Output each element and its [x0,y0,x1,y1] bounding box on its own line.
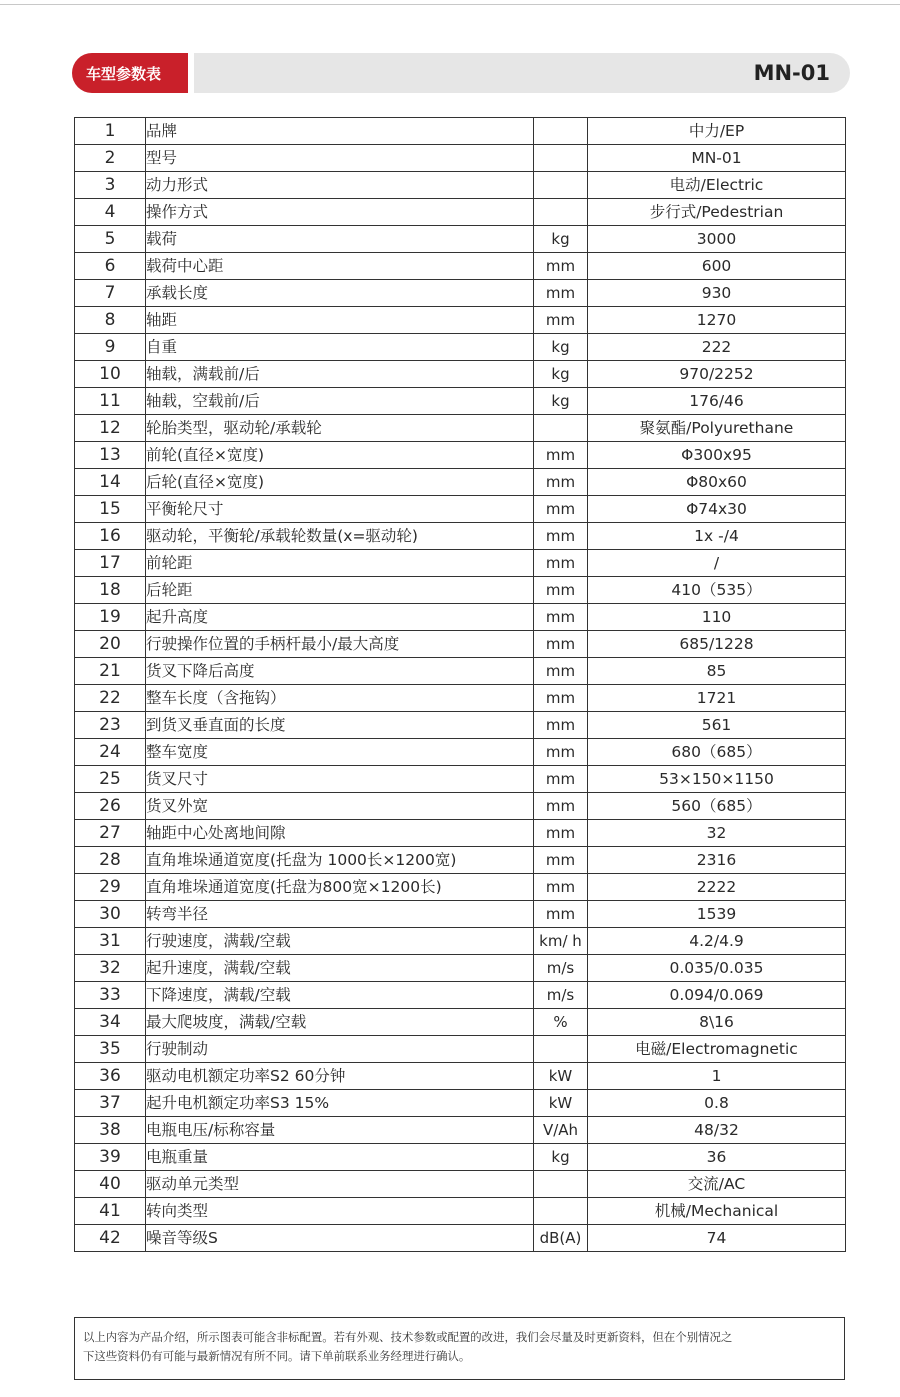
param-unit: mm [534,253,588,280]
param-name: 转弯半径 [146,901,534,928]
row-number: 17 [75,550,146,577]
param-value: 1270 [588,307,846,334]
param-name: 电瓶重量 [146,1144,534,1171]
param-value: 电动/Electric [588,172,846,199]
top-divider [0,4,900,5]
row-number: 40 [75,1171,146,1198]
table-row [75,415,846,442]
table-row [75,793,846,820]
param-name: 载荷 [146,226,534,253]
param-unit: mm [534,280,588,307]
param-unit: mm [534,604,588,631]
model-name: MN-01 [753,61,830,85]
param-unit: V/Ah [534,1117,588,1144]
table-row [75,172,846,199]
param-value: 0.035/0.035 [588,955,846,982]
param-value: 聚氨酯/Polyurethane [588,415,846,442]
row-number: 16 [75,523,146,550]
param-unit: mm [534,550,588,577]
param-name: 承载长度 [146,280,534,307]
table-row [75,1171,846,1198]
row-number: 31 [75,928,146,955]
param-unit: mm [534,496,588,523]
table-row [75,307,846,334]
param-name: 轴距中心处离地间隙 [146,820,534,847]
param-name: 货叉尺寸 [146,766,534,793]
row-number: 5 [75,226,146,253]
param-value: Φ80x60 [588,469,846,496]
param-unit: kg [534,361,588,388]
param-unit: mm [534,901,588,928]
param-value: 48/32 [588,1117,846,1144]
table-row [75,469,846,496]
row-number: 8 [75,307,146,334]
param-unit: mm [534,847,588,874]
param-value: 0.8 [588,1090,846,1117]
row-number: 35 [75,1036,146,1063]
param-name: 载荷中心距 [146,253,534,280]
spec-table [74,117,846,1252]
param-unit: kg [534,1144,588,1171]
table-row [75,442,846,469]
table-row [75,1090,846,1117]
table-row [75,847,846,874]
row-number: 38 [75,1117,146,1144]
param-value: 3000 [588,226,846,253]
param-unit: mm [534,658,588,685]
table-row [75,145,846,172]
table-row [75,631,846,658]
param-value: 交流/AC [588,1171,846,1198]
param-value: 561 [588,712,846,739]
param-unit: mm [534,523,588,550]
param-name: 直角堆垛通道宽度(托盘为800宽×1200长) [146,874,534,901]
table-row [75,712,846,739]
param-name: 动力形式 [146,172,534,199]
param-value: 110 [588,604,846,631]
table-row [75,280,846,307]
row-number: 29 [75,874,146,901]
param-value: 步行式/Pedestrian [588,199,846,226]
param-name: 转向类型 [146,1198,534,1225]
row-number: 2 [75,145,146,172]
param-name: 后轮距 [146,577,534,604]
row-number: 4 [75,199,146,226]
param-name: 直角堆垛通道宽度(托盘为 1000长×1200宽) [146,847,534,874]
param-unit: kg [534,388,588,415]
table-row [75,1036,846,1063]
table-row [75,901,846,928]
table-row [75,496,846,523]
param-name: 驱动电机额定功率S2 60分钟 [146,1063,534,1090]
param-unit: % [534,1009,588,1036]
param-unit: mm [534,631,588,658]
param-name: 起升速度，满载/空载 [146,955,534,982]
param-value: 600 [588,253,846,280]
param-name: 前轮(直径×宽度) [146,442,534,469]
table-row [75,604,846,631]
table-row [75,685,846,712]
param-value: 电磁/Electromagnetic [588,1036,846,1063]
param-unit: mm [534,739,588,766]
param-name: 噪音等级S [146,1225,534,1252]
row-number: 33 [75,982,146,1009]
table-row [75,928,846,955]
spec-header-tab [72,53,194,93]
table-row [75,1225,846,1252]
param-name: 前轮距 [146,550,534,577]
table-row [75,334,846,361]
param-unit: mm [534,685,588,712]
disclaimer-box [74,1317,845,1380]
row-number: 3 [75,172,146,199]
row-number: 1 [75,118,146,145]
param-value: 1 [588,1063,846,1090]
param-unit [534,1036,588,1063]
row-number: 10 [75,361,146,388]
row-number: 20 [75,631,146,658]
row-number: 11 [75,388,146,415]
table-row [75,550,846,577]
param-unit: mm [534,793,588,820]
param-name: 起升高度 [146,604,534,631]
row-number: 27 [75,820,146,847]
table-row [75,739,846,766]
param-unit: dB(A) [534,1225,588,1252]
param-value: 8\16 [588,1009,846,1036]
param-name: 后轮(直径×宽度) [146,469,534,496]
param-value: 685/1228 [588,631,846,658]
row-number: 30 [75,901,146,928]
param-unit: mm [534,442,588,469]
param-unit: mm [534,712,588,739]
param-value: 32 [588,820,846,847]
param-unit: mm [534,874,588,901]
row-number: 23 [75,712,146,739]
table-row [75,1117,846,1144]
row-number: 6 [75,253,146,280]
param-name: 货叉外宽 [146,793,534,820]
row-number: 19 [75,604,146,631]
param-name: 驱动轮，平衡轮/承载轮数量(x=驱动轮) [146,523,534,550]
row-number: 24 [75,739,146,766]
param-unit: kg [534,334,588,361]
row-number: 39 [75,1144,146,1171]
table-row [75,226,846,253]
param-value: 930 [588,280,846,307]
param-unit: m/s [534,982,588,1009]
param-unit [534,172,588,199]
param-name: 轮胎类型，驱动轮/承载轮 [146,415,534,442]
param-value: Φ300x95 [588,442,846,469]
row-number: 41 [75,1198,146,1225]
param-value: 1721 [588,685,846,712]
table-row [75,820,846,847]
row-number: 37 [75,1090,146,1117]
row-number: 34 [75,1009,146,1036]
row-number: 14 [75,469,146,496]
param-value: 176/46 [588,388,846,415]
row-number: 28 [75,847,146,874]
table-row [75,1063,846,1090]
param-name: 轴距 [146,307,534,334]
table-row [75,1198,846,1225]
param-unit [534,118,588,145]
table-row [75,874,846,901]
param-name: 下降速度，满载/空载 [146,982,534,1009]
param-value: 中力/EP [588,118,846,145]
param-name: 起升电机额定功率S3 15% [146,1090,534,1117]
param-name: 整车宽度 [146,739,534,766]
param-value: 970/2252 [588,361,846,388]
param-value: 4.2/4.9 [588,928,846,955]
table-row [75,361,846,388]
param-unit: km/ h [534,928,588,955]
param-unit: kW [534,1090,588,1117]
param-value: 机械/Mechanical [588,1198,846,1225]
row-number: 18 [75,577,146,604]
table-row [75,955,846,982]
param-value: 1x -/4 [588,523,846,550]
spec-table-body [75,118,846,1252]
spec-header-title: 车型参数表 [86,64,162,83]
param-value: 222 [588,334,846,361]
param-value: 410（535） [588,577,846,604]
row-number: 42 [75,1225,146,1252]
param-value: 2222 [588,874,846,901]
param-name: 型号 [146,145,534,172]
param-value: 74 [588,1225,846,1252]
param-name: 行驶操作位置的手柄杆最小/最大高度 [146,631,534,658]
param-name: 整车长度（含拖钩） [146,685,534,712]
param-name: 行驶制动 [146,1036,534,1063]
param-name: 操作方式 [146,199,534,226]
row-number: 9 [75,334,146,361]
param-value: 560（685） [588,793,846,820]
table-row [75,388,846,415]
param-name: 到货叉垂直面的长度 [146,712,534,739]
param-value: 36 [588,1144,846,1171]
param-unit: mm [534,766,588,793]
param-unit: mm [534,820,588,847]
param-unit [534,1198,588,1225]
param-unit: mm [534,307,588,334]
table-row [75,1009,846,1036]
param-unit: m/s [534,955,588,982]
table-row [75,766,846,793]
row-number: 25 [75,766,146,793]
param-value: 53×150×1150 [588,766,846,793]
param-unit [534,415,588,442]
param-name: 电瓶电压/标称容量 [146,1117,534,1144]
row-number: 21 [75,658,146,685]
param-value: / [588,550,846,577]
param-name: 平衡轮尺寸 [146,496,534,523]
param-name: 货叉下降后高度 [146,658,534,685]
param-unit: mm [534,577,588,604]
row-number: 13 [75,442,146,469]
param-value: 0.094/0.069 [588,982,846,1009]
table-row [75,118,846,145]
param-value: Φ74x30 [588,496,846,523]
param-value: 680（685） [588,739,846,766]
row-number: 22 [75,685,146,712]
param-value: 2316 [588,847,846,874]
param-value: 85 [588,658,846,685]
table-row [75,658,846,685]
param-unit [534,199,588,226]
disclaimer-line-2: 下这些资料仍有可能与最新情况有所不同。请下单前联系业务经理进行确认。 [83,1349,471,1363]
param-unit: kW [534,1063,588,1090]
param-unit: kg [534,226,588,253]
row-number: 7 [75,280,146,307]
param-name: 驱动单元类型 [146,1171,534,1198]
param-name: 品牌 [146,118,534,145]
param-name: 轴载，空载前/后 [146,388,534,415]
param-value: 1539 [588,901,846,928]
row-number: 15 [75,496,146,523]
param-unit: mm [534,469,588,496]
row-number: 26 [75,793,146,820]
param-unit [534,145,588,172]
param-unit [534,1171,588,1198]
row-number: 32 [75,955,146,982]
param-name: 轴载，满载前/后 [146,361,534,388]
table-row [75,577,846,604]
table-row [75,1144,846,1171]
row-number: 12 [75,415,146,442]
table-row [75,523,846,550]
param-value: MN-01 [588,145,846,172]
param-name: 行驶速度，满载/空载 [146,928,534,955]
param-name: 自重 [146,334,534,361]
disclaimer-line-1: 以上内容为产品介绍，所示图表可能含非标配置。若有外观、技术参数或配置的改进，我们会尽量及时更新资料，但在个别情况之 [83,1330,733,1344]
table-row [75,982,846,1009]
table-row [75,199,846,226]
row-number: 36 [75,1063,146,1090]
param-name: 最大爬坡度，满载/空载 [146,1009,534,1036]
table-row [75,253,846,280]
